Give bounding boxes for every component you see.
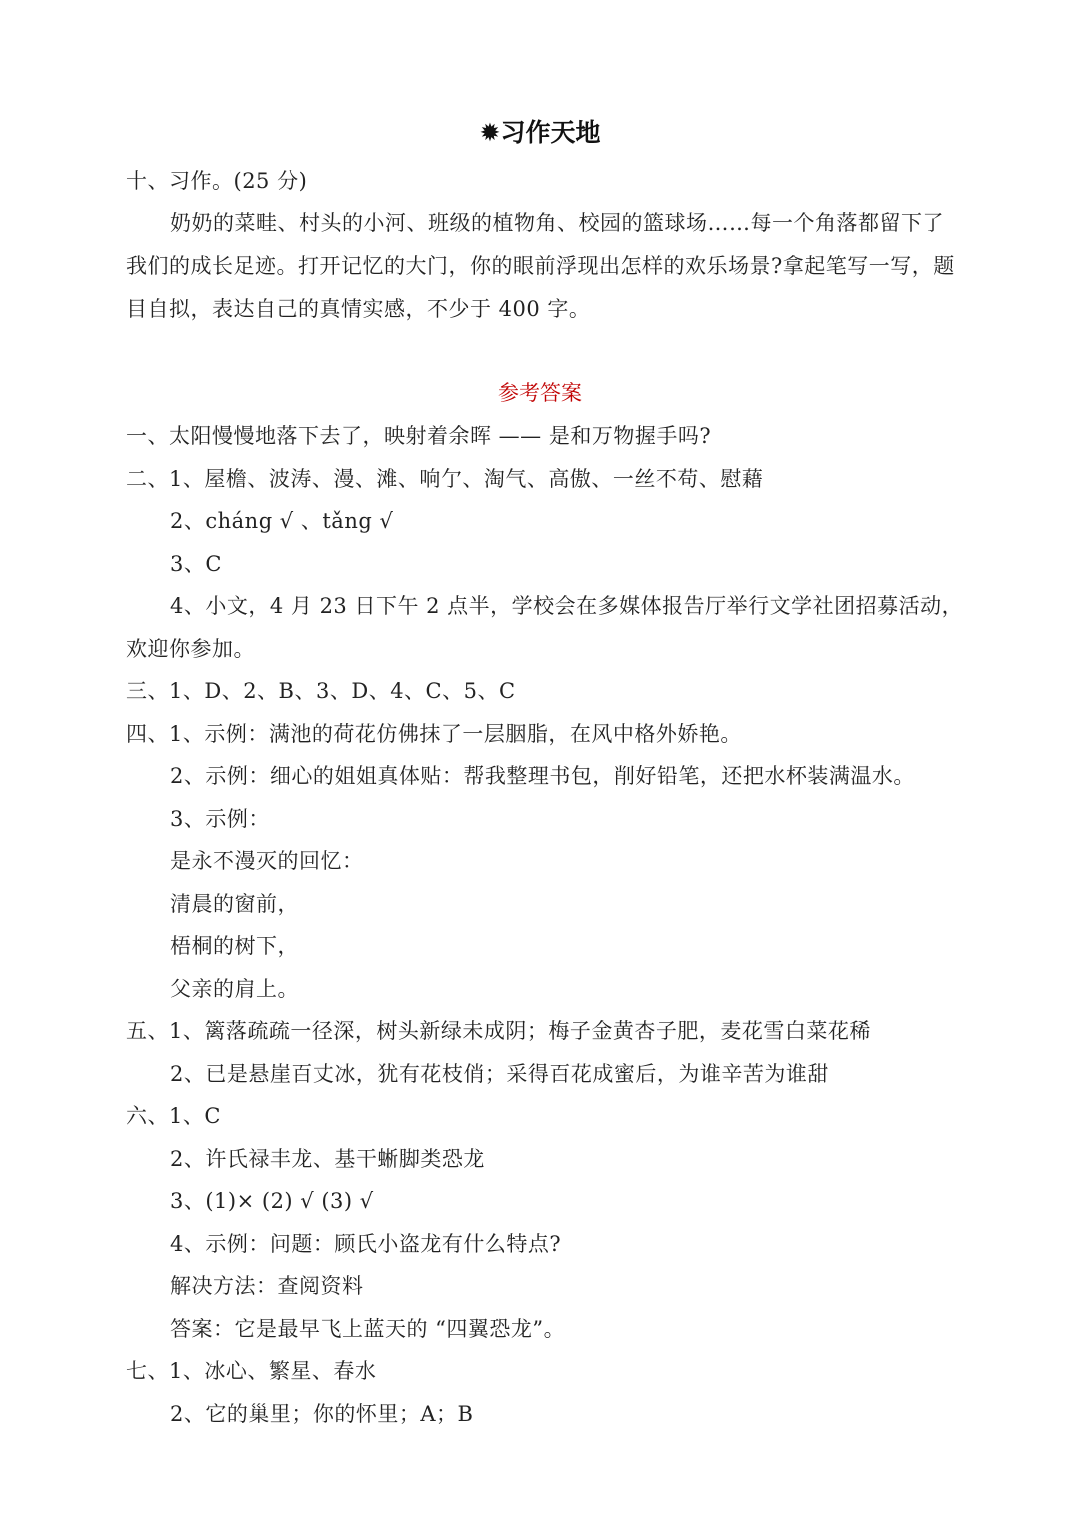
answer-line: 4、示例：问题：顾氏小盗龙有什么特点? [170, 1232, 562, 1256]
answer-line: 3、(1)× (2) √ (3) √ [170, 1189, 374, 1213]
answer-line: 欢迎你参加。 [126, 637, 255, 661]
answer-line: 2、许氏禄丰龙、基干蜥脚类恐龙 [170, 1147, 485, 1171]
essay-prompt-line: 我们的成长足迹。打开记忆的大门，你的眼前浮现出怎样的欢乐场景?拿起笔写一写，题 [126, 254, 955, 278]
answer-line: 答案：它是最早飞上蓝天的 “四翼恐龙”。 [170, 1317, 566, 1341]
answer-line: 清晨的窗前， [170, 892, 299, 916]
answer-line: 七、1、冰心、繁星、春水 [126, 1359, 377, 1383]
essay-prompt-line: 目自拟，表达自己的真情实感，不少于 400 字。 [126, 297, 591, 321]
answer-line: 2、cháng √ 、tǎng √ [170, 509, 394, 533]
essay-heading: 十、习作。(25 分) [126, 169, 308, 193]
answer-line: 五、1、篱落疏疏一径深，树头新绿未成阴；梅子金黄杏子肥，麦花雪白菜花稀 [126, 1019, 871, 1043]
answer-key-title: 参考答案 [498, 381, 582, 405]
answer-line: 3、示例： [170, 807, 270, 831]
section-title: ✹习作天地 [479, 118, 601, 147]
answer-line: 2、已是悬崖百丈冰，犹有花枝俏；采得百花成蜜后，为谁辛苦为谁甜 [170, 1062, 829, 1086]
answer-line: 解决方法：查阅资料 [170, 1274, 364, 1298]
answer-line: 六、1、C [126, 1104, 221, 1128]
answer-line: 父亲的肩上。 [170, 977, 299, 1001]
essay-prompt-line: 奶奶的菜畦、村头的小河、班级的植物角、校园的篮球场……每一个角落都留下了 [170, 211, 944, 235]
answer-line: 2、它的巢里；你的怀里；A；B [170, 1402, 474, 1426]
answer-line: 一、太阳慢慢地落下去了，映射着余晖 —— 是和万物握手吗? [126, 424, 712, 448]
answer-line: 3、C [170, 552, 222, 576]
answer-line: 二、1、屋檐、波涛、漫、滩、响亇、淘气、高傲、一丝不苟、慰藉 [126, 467, 764, 491]
answer-line: 是永不漫灭的回忆： [170, 849, 364, 873]
answer-line: 2、示例：细心的姐姐真体贴：帮我整理书包，削好铅笔，还把水杯装满温水。 [170, 764, 915, 788]
answer-line: 4、小文，4 月 23 日下午 2 点半，学校会在多媒体报告厅举行文学社团招募活动， [170, 594, 964, 618]
answer-line: 四、1、示例：满池的荷花仿佛抹了一层胭脂，在风中格外娇艳。 [126, 722, 742, 746]
answer-line: 梧桐的树下， [170, 934, 299, 958]
answer-line: 三、1、D、2、B、3、D、4、C、5、C [126, 679, 516, 703]
